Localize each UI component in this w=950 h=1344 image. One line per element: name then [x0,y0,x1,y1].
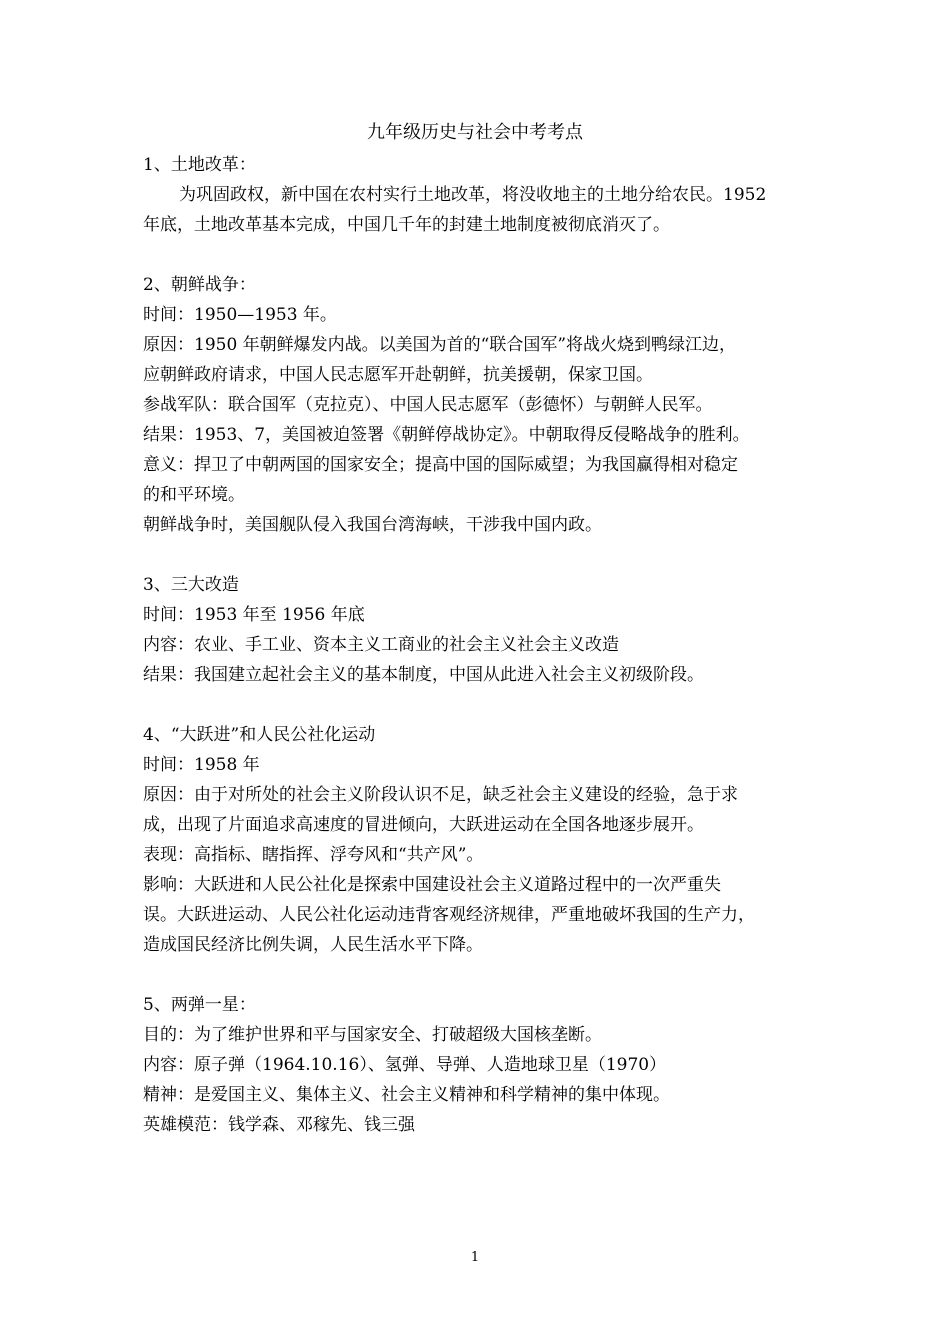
paragraph-line: 内容：原子弹（1964.10.16）、氢弹、导弹、人造地球卫星（1970） [143,1055,667,1075]
paragraph-line: 结果：1953、7，美国被迫签署《朝鲜停战协定》。中朝取得反侵略战争的胜利。 [143,425,750,445]
paragraph-line: 误。大跃进运动、人民公社化运动违背客观经济规律，严重地破坏我国的生产力， [143,905,755,925]
section-heading-great-leap-forward: 4、“大跃进”和人民公社化运动 [143,725,376,745]
paragraph-line: 朝鲜战争时，美国舰队侵入我国台湾海峡，干涉我中国内政。 [143,515,602,535]
section-heading-land-reform: 1、土地改革： [143,155,256,175]
section-heading-two-bombs-one-satellite: 5、两弹一星： [143,995,256,1015]
paragraph-line: 内容：农业、手工业、资本主义工商业的社会主义社会主义改造 [143,635,619,655]
document-body [143,150,813,1140]
paragraph-line: 时间：1950—1953 年。 [143,305,337,325]
paragraph-line: 意义：捍卫了中朝两国的国家安全；提高中国的国际威望；为我国赢得相对稳定 [143,455,738,475]
section-heading-three-transformations: 3、三大改造 [143,575,239,595]
paragraph-line: 原因：1950 年朝鲜爆发内战。以美国为首的“联合国军”将战火烧到鸭绿江边， [143,335,737,355]
section-spacer [143,690,813,720]
paragraph-line: 精神：是爱国主义、集体主义、社会主义精神和科学精神的集中体现。 [143,1085,670,1105]
paragraph-line: 影响：大跃进和人民公社化是探索中国建设社会主义道路过程中的一次严重失 [143,875,721,895]
paragraph-line: 成，出现了片面追求高速度的冒进倾向，大跃进运动在全国各地逐步展开。 [143,815,704,835]
section-spacer [143,540,813,570]
paragraph-line: 造成国民经济比例失调，人民生活水平下降。 [143,935,483,955]
paragraph-line: 目的：为了维护世界和平与国家安全、打破超级大国核垄断。 [143,1025,602,1045]
section-spacer [143,960,813,990]
paragraph-line: 结果：我国建立起社会主义的基本制度，中国从此进入社会主义初级阶段。 [143,665,704,685]
paragraph-line: 参战军队：联合国军（克拉克）、中国人民志愿军（彭德怀）与朝鲜人民军。 [143,395,713,415]
paragraph-line: 年底，土地改革基本完成，中国几千年的封建土地制度被彻底消灭了。 [143,215,670,235]
paragraph-line: 为巩固政权，新中国在农村实行土地改革，将没收地主的土地分给农民。1952 [179,185,767,205]
paragraph-line: 的和平环境。 [143,485,245,505]
paragraph-line: 英雄模范：钱学森、邓稼先、钱三强 [143,1115,415,1135]
section-heading-korean-war: 2、朝鲜战争： [143,275,256,295]
paragraph-line: 时间：1953 年至 1956 年底 [143,605,365,625]
paragraph-line: 原因：由于对所处的社会主义阶段认识不足，缺乏社会主义建设的经验，急于求 [143,785,738,805]
paragraph-line: 应朝鲜政府请求，中国人民志愿军开赴朝鲜，抗美援朝，保家卫国。 [143,365,653,385]
paragraph-line: 时间：1958 年 [143,755,260,775]
paragraph-line: 表现：高指标、瞎指挥、浮夸风和“共产风”。 [143,845,484,865]
page-number: 1 [470,1250,480,1265]
document-title: 九年级历史与社会中考考点 [367,122,583,143]
section-spacer [143,240,813,270]
